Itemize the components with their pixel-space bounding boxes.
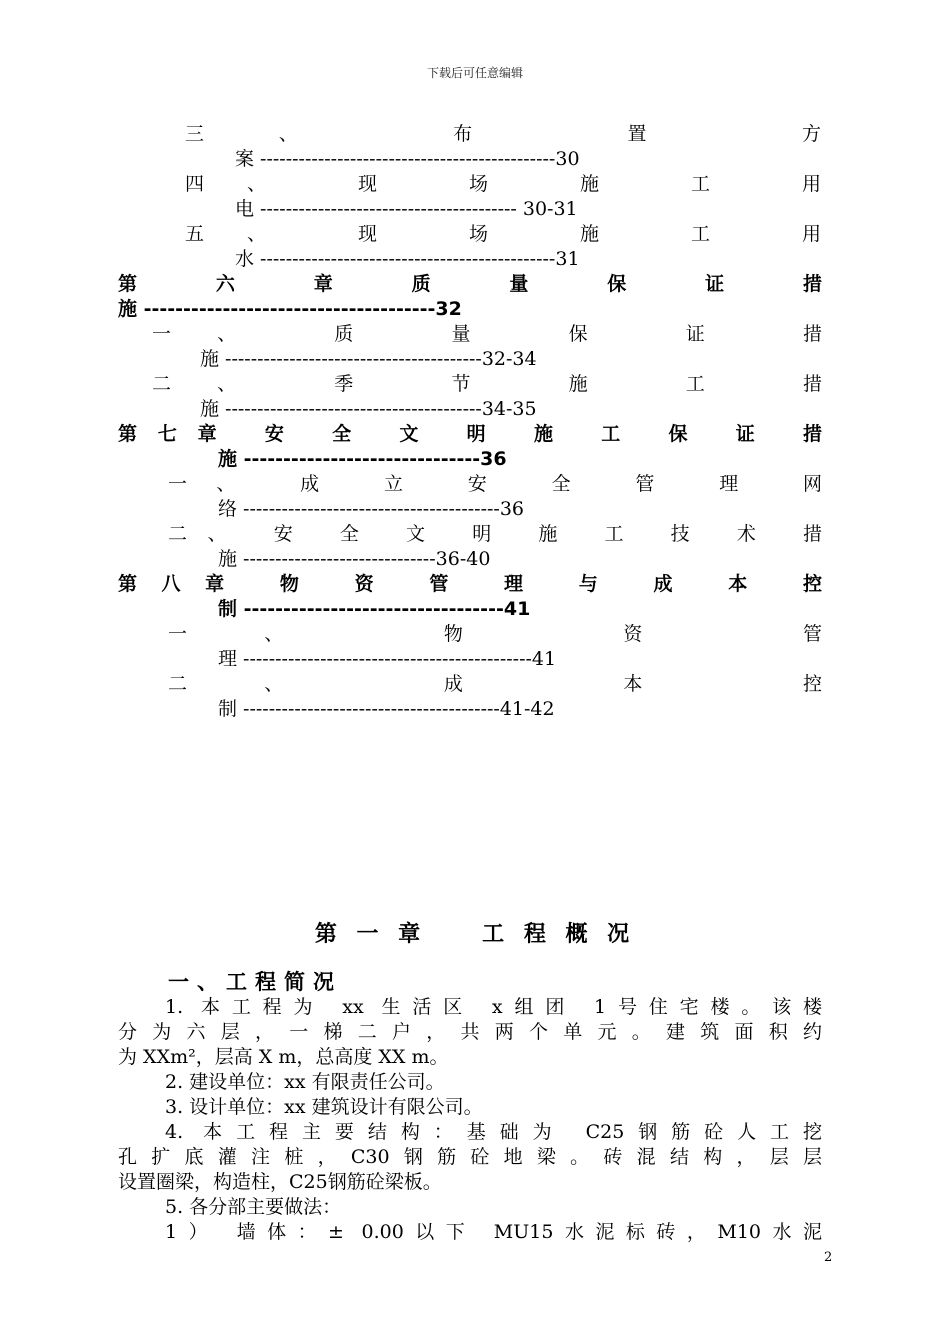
toc-line: 一、 质 量 保 证 措 [152, 323, 822, 345]
body-line: 1. 本工程为 xx 生活区 x组团 1号住宅楼。该楼 [165, 996, 822, 1018]
toc-line: 施 ----------------------------------------34-35 [200, 398, 537, 420]
toc-chapter-line: 制 ---------------------------------41 [218, 598, 531, 620]
page-number: 2 [824, 1250, 833, 1265]
toc-line: 水 ----------------------------------------------31 [235, 248, 580, 270]
toc-line: 五、 现 场 施 工 用 [185, 223, 821, 245]
toc-line: 一、 成 立 安 全 管 理 网 [168, 473, 822, 495]
toc-line: 施 ------------------------------36-40 [218, 548, 491, 570]
toc-chapter-line: 施 ------------------------------36 [218, 448, 507, 470]
body-line: 3. 设计单位：xx 建筑设计有限公司。 [165, 1096, 483, 1118]
chapter-title: 第 一 章 工 程 概 况 [314, 922, 636, 947]
toc-line: 四、 现 场 施 工 用 [185, 173, 821, 195]
page-header: 下载后可任意编辑 [426, 66, 523, 80]
toc-line: 络 ----------------------------------------36 [218, 498, 525, 520]
toc-line: 二、 成 本 控 [168, 673, 822, 695]
toc-line: 理 ---------------------------------------------41 [218, 648, 557, 670]
body-line: 为 XXm²，层高 X m，总高度 XX m。 [118, 1046, 449, 1068]
toc-chapter-line: 第七章 安 全 文 明 施 工 保 证 措 [118, 423, 822, 445]
toc-line: 电 ---------------------------------------- 30-31 [235, 198, 578, 220]
body-line: 设置圈梁，构造柱，C25钢筋砼梁板。 [118, 1171, 442, 1193]
toc-line: 案 ----------------------------------------------30 [235, 148, 580, 170]
body-line: 分为六层，一梯二户，共两个单元。建筑面积约 [118, 1021, 822, 1043]
toc-chapter-line: 第 六 章 质 量 保 证 措 [118, 273, 822, 295]
toc-line: 施 ----------------------------------------32-34 [200, 348, 537, 370]
toc-chapter-line: 施 -------------------------------------32 [118, 298, 462, 320]
section-title: 一、工程简况 [168, 970, 342, 994]
toc-line: 二、 季 节 施 工 措 [152, 373, 822, 395]
toc-line: 二、 安 全 文 明 施 工 技 术 措 [168, 523, 822, 545]
toc-chapter-line: 第八章 物 资 管 理 与 成 本 控 [118, 573, 822, 595]
body-line: 1） 墙体：± 0.00以下 MU15水泥标砖，M10水泥 [165, 1221, 822, 1243]
toc-line: 制 ----------------------------------------41-42 [218, 698, 555, 720]
toc-line: 三、 布 置 方 [185, 123, 821, 145]
body-line: 2. 建设单位：xx 有限责任公司。 [165, 1071, 445, 1093]
body-line: 5. 各分部主要做法： [165, 1196, 342, 1218]
body-line: 孔扩底灌注桩，C30钢筋砼地梁。砖混结构，层层 [118, 1146, 822, 1168]
toc-line: 一、 物 资 管 [168, 623, 822, 645]
body-line: 4. 本工程主要结构：基础为 C25钢筋砼人工挖 [165, 1121, 822, 1143]
